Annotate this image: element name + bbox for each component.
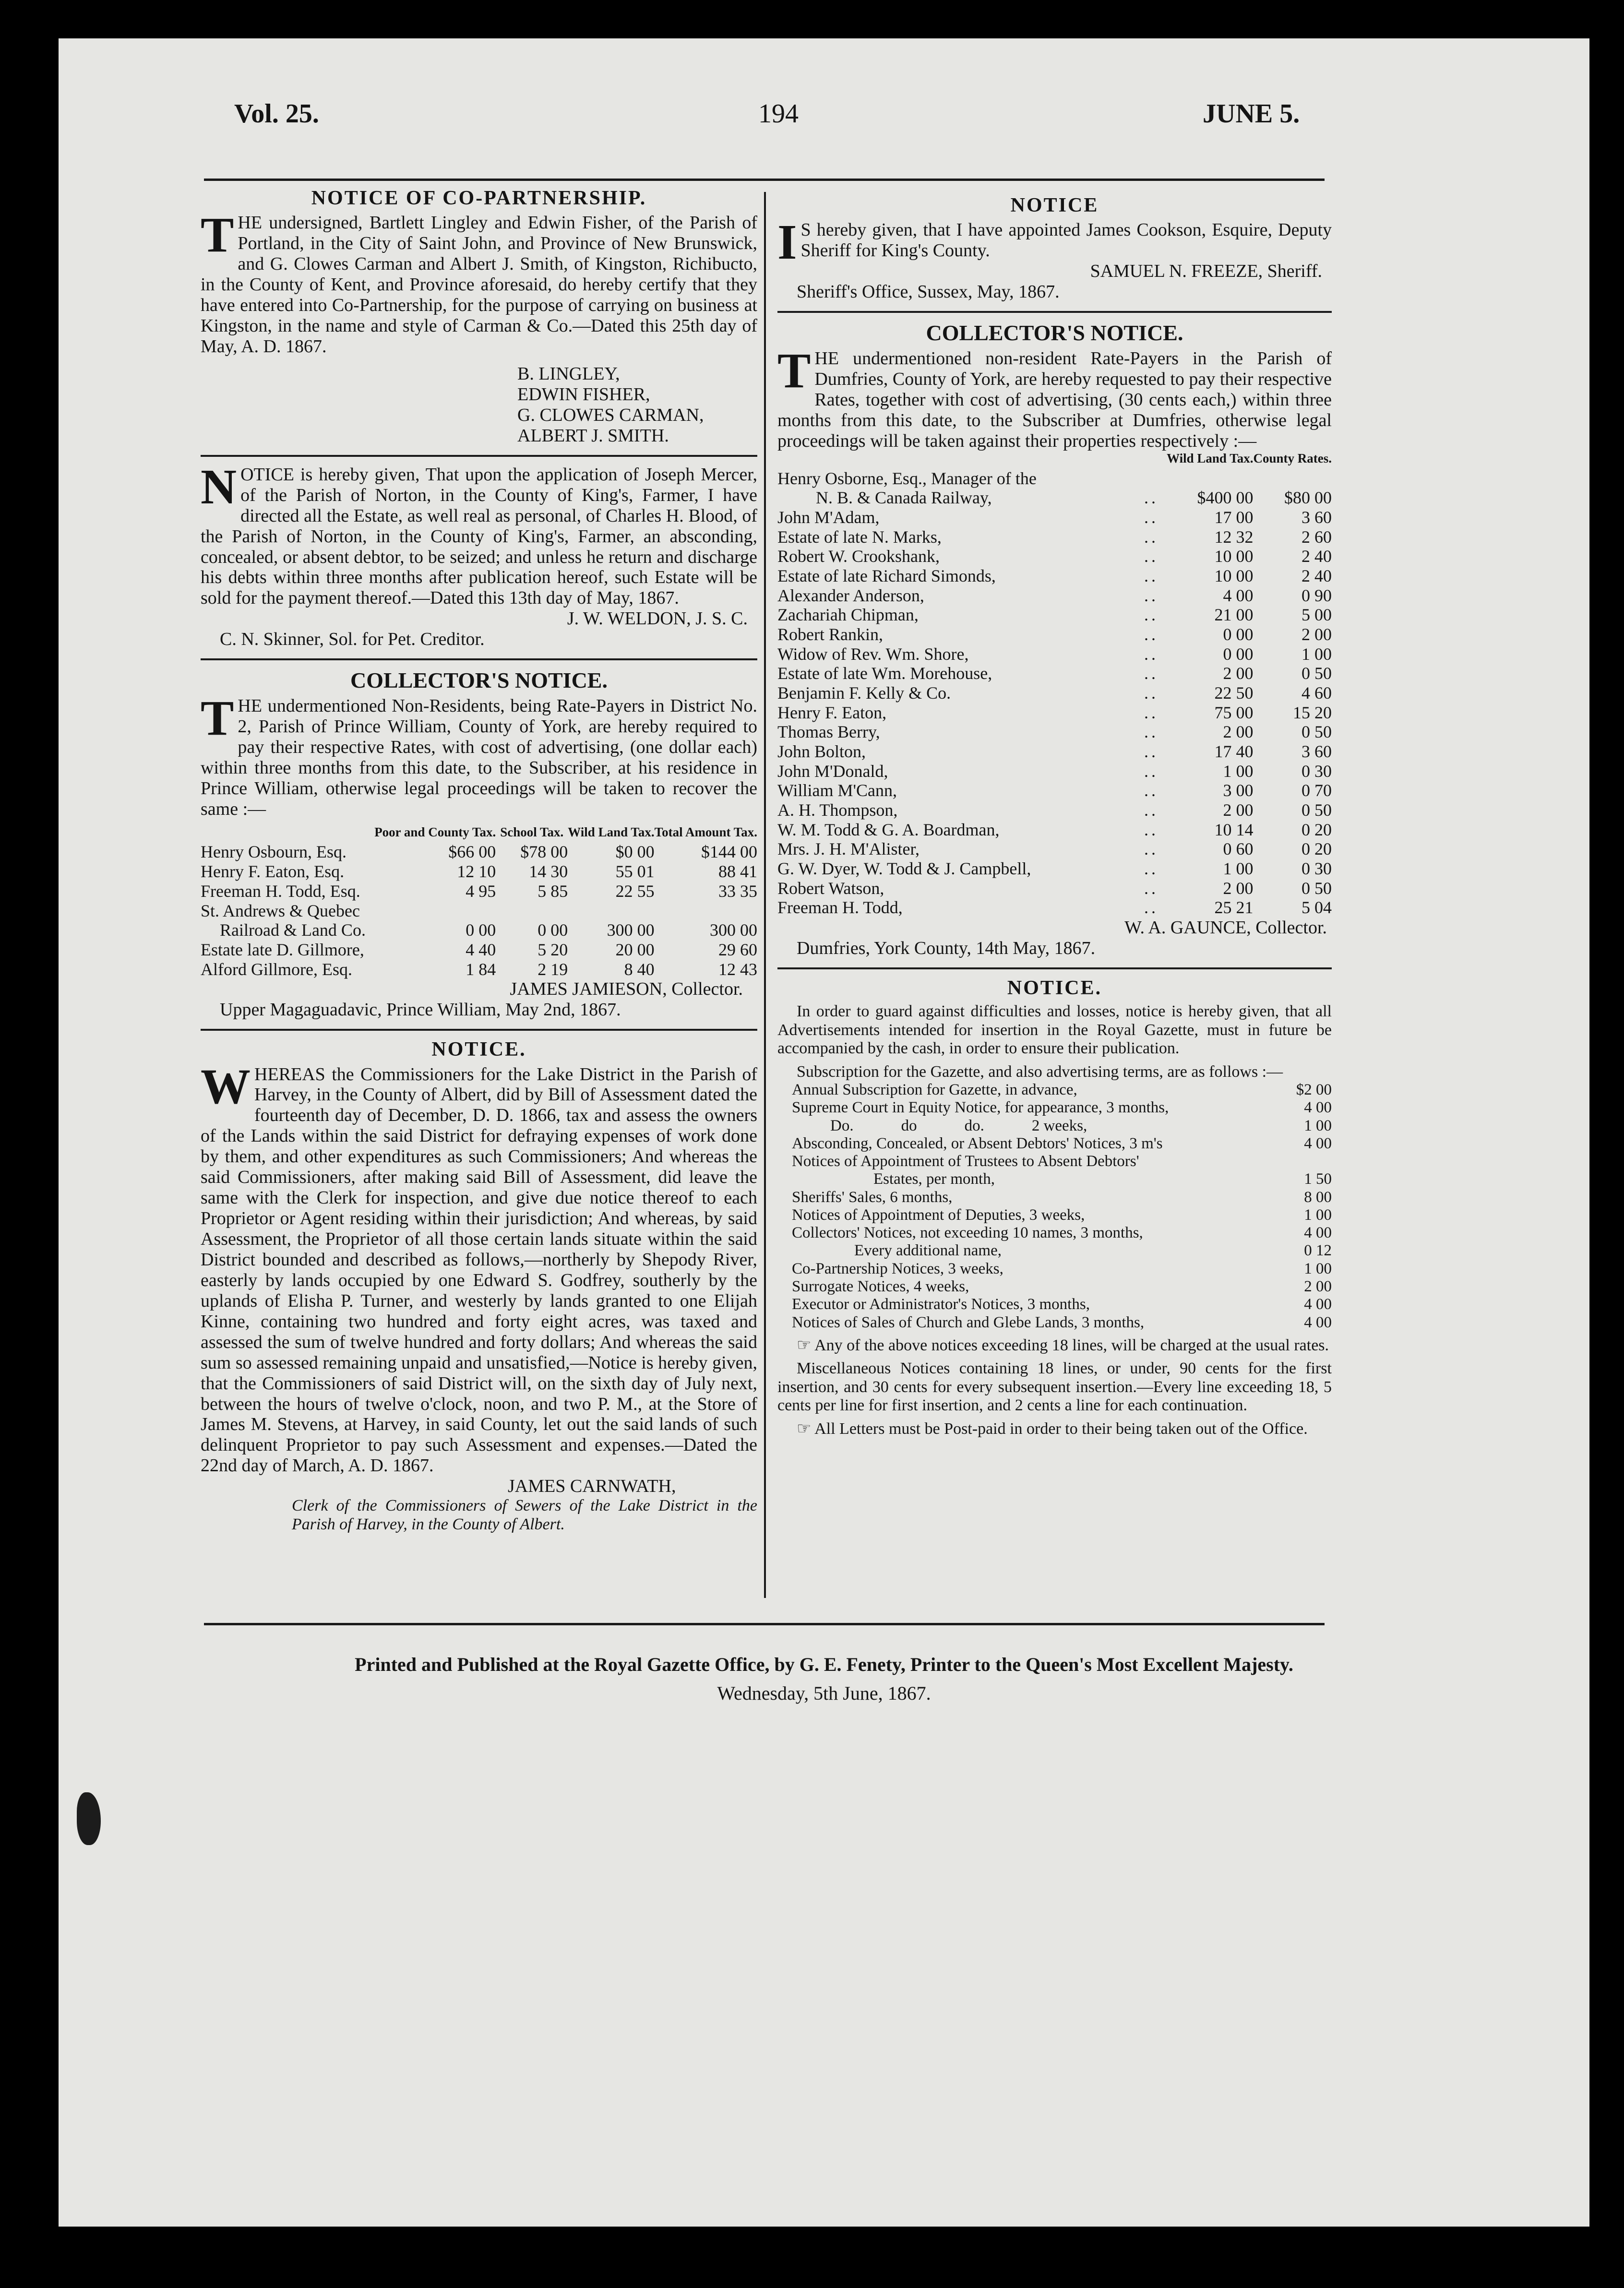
county-rates: 3 60: [1302, 741, 1332, 761]
ratepayer-name: Robert W. Crookshank,: [777, 547, 940, 566]
rates-table: [777, 452, 1332, 918]
county-rates: 2 00: [1302, 624, 1332, 644]
leader-dots: ..: [1144, 761, 1159, 781]
leader-dots: ..: [1144, 878, 1159, 898]
rate-row: [777, 1278, 1332, 1296]
table-row: [201, 901, 757, 921]
county-rates: 0 50: [1302, 664, 1332, 683]
county-rates: 0 50: [1302, 800, 1332, 820]
rate-item: Executor or Administrator's Notices, 3 months,: [792, 1296, 1090, 1313]
leader-dots: ..: [1144, 858, 1159, 878]
wild-land-tax: 10 00: [1214, 547, 1254, 566]
signer: G. CLOWES CARMAN,: [517, 405, 704, 425]
ratepayer-name: Zachariah Chipman,: [777, 605, 919, 625]
school-tax: [496, 901, 568, 921]
school-tax: 0 00: [537, 920, 568, 940]
rate-row: [777, 1242, 1332, 1260]
county-rates: $80 00: [1284, 488, 1332, 508]
ratepayer-name: Henry F. Eaton,: [777, 703, 887, 722]
ratepayer-name: Estate of late N. Marks,: [777, 527, 942, 547]
leader-dots: ..: [1144, 566, 1159, 585]
wild-land-tax: 75 00: [1214, 703, 1254, 722]
rate-item: Annual Subscription for Gazette, in advance,: [792, 1081, 1077, 1098]
wild-land-tax: 25 21: [1214, 898, 1254, 918]
table-row: [777, 762, 1332, 781]
school-tax: 5 20: [537, 940, 568, 959]
rate-row: [777, 1206, 1332, 1224]
collector-signer: W. A. GAUNCE, Collector.: [1124, 918, 1327, 938]
rate-row: [777, 1314, 1332, 1332]
rate-row: [777, 1296, 1332, 1313]
harvey-signer-title: Clerk of the Commissioners of Sewers of the Lake District in the Parish of Harvey, in the County of Albert.: [292, 1497, 757, 1533]
signer: EDWIN FISHER,: [517, 384, 650, 405]
county-rates: 5 00: [1302, 605, 1332, 625]
right-column: [777, 194, 1332, 1438]
ratepayer-name: Thomas Berry,: [777, 722, 880, 742]
school-tax: 2 19: [537, 959, 568, 979]
rate-item: Sheriffs' Sales, 6 months,: [792, 1188, 953, 1206]
rate-item: Collectors' Notices, not exceeding 10 names, 3 months,: [792, 1224, 1143, 1242]
table-row: [777, 800, 1332, 820]
page-number: 194: [758, 99, 799, 129]
ratepayer-name: Estate of late Richard Simonds,: [777, 566, 996, 585]
table-row: [201, 842, 757, 862]
leader-dots: ..: [1144, 644, 1159, 664]
table-row: [777, 820, 1332, 840]
table-row: [777, 566, 1332, 586]
ratepayer-name: Freeman H. Todd, Esq.: [201, 881, 360, 901]
table-row: [777, 781, 1332, 800]
ratepayer-name: John Bolton,: [777, 741, 866, 761]
rate-item: Do. do do. 2 weeks,: [830, 1117, 1087, 1134]
total-amount-tax: 300 00: [710, 920, 757, 940]
total-amount-tax: 88 41: [718, 862, 757, 882]
column-header: County Rates.: [1253, 451, 1332, 465]
collector-notice-dumfries: [777, 321, 1332, 959]
leader-dots: ..: [1144, 624, 1159, 644]
ratepayer-name: St. Andrews & Quebec: [201, 901, 360, 920]
footer-rule: [204, 1623, 1325, 1625]
rate-price: 4 00: [1304, 1099, 1332, 1117]
leader-dots: ..: [1144, 683, 1159, 703]
ratepayer-name: Henry F. Eaton, Esq.: [201, 862, 345, 882]
table-row: [777, 625, 1332, 644]
rate-price: 4 00: [1304, 1296, 1332, 1313]
rate-price: 1 00: [1304, 1206, 1332, 1224]
ratepayer-name: Mrs. J. H. M'Alister,: [777, 839, 920, 859]
wild-land-tax: 0 00: [1223, 624, 1254, 644]
absconding-solicitor: C. N. Skinner, Sol. for Pet. Creditor.: [220, 629, 485, 650]
wild-land-tax: 4 00: [1223, 585, 1254, 605]
advertising-rates: [777, 1081, 1332, 1332]
dropcap: T: [201, 207, 234, 263]
table-row: [201, 882, 757, 901]
table-row: [777, 664, 1332, 683]
leader-dots: ..: [1144, 527, 1159, 547]
gazette-note-postage: ☞ All Letters must be Post-paid in order to their being taken out of the Office.: [797, 1419, 1308, 1438]
school-tax: 14 30: [529, 862, 568, 882]
county-rates: 0 30: [1302, 761, 1332, 781]
county-rates: 5 04: [1302, 898, 1332, 918]
table-row: [777, 586, 1332, 606]
ratepayer-name: Freeman H. Todd,: [777, 898, 903, 918]
column-header: Wild Land Tax.: [568, 824, 655, 839]
rate-price: 8 00: [1304, 1188, 1332, 1206]
issue-date: JUNE 5.: [1203, 99, 1300, 129]
rate-row: [777, 1170, 1332, 1188]
table-row: [777, 469, 1332, 489]
total-amount-tax: 29 60: [718, 940, 757, 959]
rate-price: 1 00: [1304, 1117, 1332, 1134]
wild-land-tax: 0 60: [1223, 839, 1254, 859]
wild-land-tax: 2 00: [1223, 722, 1254, 742]
dropcap: N: [201, 459, 237, 514]
rate-price: 2 00: [1304, 1278, 1332, 1296]
harvey-signer: JAMES CARNWATH,: [508, 1476, 676, 1497]
ratepayer-name: Benjamin F. Kelly & Co.: [777, 683, 951, 703]
rate-price: 0 12: [1304, 1242, 1332, 1260]
collector-dateline: Dumfries, York County, 14th May, 1867.: [797, 938, 1096, 958]
leader-dots: ..: [1144, 839, 1159, 859]
table-row: [777, 703, 1332, 723]
leader-dots: ..: [1144, 488, 1159, 508]
rate-item: Supreme Court in Equity Notice, for appearance, 3 months,: [792, 1099, 1169, 1117]
rate-price: 1 00: [1304, 1260, 1332, 1277]
rate-price: 1 50: [1304, 1170, 1332, 1188]
rate-price: $2 00: [1296, 1081, 1332, 1098]
section-rule: [201, 455, 757, 457]
table-row: [777, 527, 1332, 547]
rate-price: [1276, 1153, 1332, 1170]
copartnership-signers: [201, 364, 757, 446]
rate-item: Surrogate Notices, 4 weeks,: [792, 1278, 969, 1296]
table-row: [777, 742, 1332, 762]
wild-land-tax: [568, 901, 654, 921]
wild-land-tax: 1 00: [1223, 761, 1254, 781]
section-rule: [777, 967, 1332, 969]
table-row: [777, 839, 1332, 859]
leader-dots: ..: [1144, 820, 1159, 839]
rate-item: Notices of Appointment of Trustees to Absent Debtors': [792, 1153, 1139, 1170]
gazette-notice: [777, 977, 1332, 1438]
ratepayer-name: Estate of late Wm. Morehouse,: [777, 664, 992, 683]
total-amount-tax: $144 00: [701, 842, 757, 862]
wild-land-tax: 20 00: [615, 940, 655, 959]
ratepayer-name: N. B. & Canada Railway,: [816, 488, 992, 508]
absconding-signer: J. W. WELDON, J. S. C.: [567, 608, 748, 629]
ratepayer-name: Railroad & Land Co.: [220, 920, 366, 940]
rate-row: [777, 1117, 1332, 1135]
wild-land-tax: 2 00: [1223, 800, 1254, 820]
ratepayer-name: Widow of Rev. Wm. Shore,: [777, 644, 969, 664]
column-header: School Tax.: [500, 824, 564, 839]
poor-county-tax: 0 00: [466, 920, 496, 940]
section-rule: [201, 658, 757, 660]
table-row: [201, 862, 757, 882]
rate-item: Co-Partnership Notices, 3 weeks,: [792, 1260, 1003, 1277]
signer: B. LINGLEY,: [517, 364, 620, 384]
gazette-note-lines: ☞ Any of the above notices exceeding 18 lines, will be charged at the usual rates.: [797, 1336, 1329, 1354]
county-rates: 2 60: [1302, 527, 1332, 547]
poor-county-tax: $66 00: [448, 842, 496, 862]
volume-label: Vol. 25.: [234, 99, 319, 129]
county-rates: 0 20: [1302, 820, 1332, 839]
county-rates: 3 60: [1302, 507, 1332, 527]
gazette-misc: Miscellaneous Notices containing 18 lines, or under, 90 cents for the first insertion, and 30 cents for every subsequent insertion.—Every line exceeding 18, 5 cents per line for first insertion, and 2 cents a line for each continuation.: [777, 1359, 1332, 1415]
gazette-title: NOTICE.: [1007, 977, 1102, 999]
header-rule: [204, 179, 1325, 181]
county-rates: 0 50: [1302, 722, 1332, 742]
column-header: Poor and County Tax.: [374, 824, 496, 839]
rate-row: [777, 1099, 1332, 1117]
wild-land-tax: 300 00: [607, 920, 655, 940]
table-row: [777, 722, 1332, 742]
total-amount-tax: [655, 901, 757, 921]
county-rates: 2 40: [1302, 547, 1332, 566]
harvey-notice: [201, 1038, 757, 1534]
county-rates: 0 50: [1302, 878, 1332, 898]
absconding-body: OTICE is hereby given, That upon the application of Joseph Mercer, of the Parish of Norton, in the County of King's, Farmer, I have directed all the Estate, as well real as personal, of Charles H. Blood, of the Parish of Norton, in the County of King's, Farmer, an absconding, concealed, or absent debtor, to be seized; and unless he return and discharge his debts within three months after publication hereof, such Estate will be sold for the payment thereof.—Dated this 13th day of May, 1867.: [201, 464, 757, 608]
wild-land-tax: 8 40: [624, 959, 655, 979]
wild-land-tax: 2 00: [1223, 878, 1254, 898]
county-rates: 0 30: [1302, 858, 1332, 878]
leader-dots: ..: [1144, 898, 1159, 918]
left-column: [201, 187, 757, 1534]
table-row: [777, 898, 1332, 918]
wild-land-tax: 21 00: [1214, 605, 1254, 625]
poor-county-tax: 4 40: [466, 940, 496, 959]
wild-land-tax: 12 32: [1214, 527, 1254, 547]
deputy-body: S hereby given, that I have appointed James Cookson, Esquire, Deputy Sheriff for King's County.: [800, 220, 1332, 261]
ratepayer-name: Robert Watson,: [777, 878, 884, 898]
dropcap: T: [201, 691, 234, 746]
column-divider: [764, 192, 766, 1598]
ratepayer-name: John M'Adam,: [777, 507, 880, 527]
ratepayer-name: G. W. Dyer, W. Todd & J. Campbell,: [777, 858, 1031, 878]
copartnership-notice: [201, 187, 757, 446]
school-tax: 5 85: [537, 881, 568, 901]
rate-row: [777, 1081, 1332, 1099]
school-tax: $78 00: [520, 842, 568, 862]
total-amount-tax: 33 35: [718, 881, 757, 901]
leader-dots: ..: [1144, 664, 1159, 683]
wild-land-tax: 10 00: [1214, 566, 1254, 585]
deputy-title: NOTICE: [1010, 194, 1099, 216]
wild-land-tax: 22 55: [615, 881, 655, 901]
rate-item: Every additional name,: [854, 1242, 1002, 1260]
table-row: [777, 605, 1332, 625]
ratepayer-name: Estate late D. Gillmore,: [201, 940, 364, 959]
deputy-signer: SAMUEL N. FREEZE, Sheriff.: [1090, 261, 1322, 282]
rate-item: Notices of Sales of Church and Glebe Lands, 3 months,: [792, 1313, 1145, 1331]
wild-land-tax: 1 00: [1223, 858, 1254, 878]
section-rule: [201, 1029, 757, 1031]
table-row: [777, 508, 1332, 527]
leader-dots: ..: [1144, 585, 1159, 605]
county-rates: 1 00: [1302, 644, 1332, 664]
county-rates: 4 60: [1302, 683, 1332, 703]
dropcap: W: [201, 1059, 251, 1114]
printer-imprint: Printed and Published at the Royal Gazette Office, by G. E. Fenety, Printer to the Queen's Most Excellent Majesty.: [355, 1654, 1293, 1675]
leader-dots: ..: [1144, 507, 1159, 527]
absconding-notice: [201, 459, 757, 650]
rate-item: Estates, per month,: [873, 1170, 995, 1188]
section-rule: [777, 311, 1332, 313]
collector-body: HE undermentioned non-resident Rate-Payers in the Parish of Dumfries, County of York, are hereby requested to pay their respective Rates, together with cost of advertising, (30 cents each,) within three months from this date, to the Subscriber at Dumfries, otherwise legal proceedings will be taken against their properties respectively :—: [777, 348, 1332, 451]
column-header: Total Amount Tax.: [654, 824, 757, 839]
wild-land-tax: 0 00: [1223, 644, 1254, 664]
table-row: [777, 683, 1332, 703]
leader-dots: ..: [1144, 781, 1159, 800]
rate-price: 4 00: [1304, 1134, 1332, 1152]
collector-signer: JAMES JAMIESON, Collector.: [510, 979, 743, 1000]
leader-dots: ..: [1144, 741, 1159, 761]
poor-county-tax: 4 95: [466, 881, 496, 901]
wild-land-tax: 22 50: [1214, 683, 1254, 703]
leader-dots: ..: [1144, 703, 1159, 722]
wild-land-tax: 10 14: [1214, 820, 1254, 839]
table-row: [777, 879, 1332, 898]
rate-row: [777, 1153, 1332, 1170]
leader-dots: ..: [1144, 547, 1159, 566]
dropcap: I: [777, 214, 797, 270]
table-row: [777, 488, 1332, 508]
poor-county-tax: 12 10: [457, 862, 496, 882]
poor-county-tax: [374, 901, 496, 921]
table-row: [201, 940, 757, 960]
ratepayer-name: W. M. Todd & G. A. Boardman,: [777, 820, 1000, 839]
leader-dots: ..: [1144, 722, 1159, 742]
wild-land-tax: 17 00: [1214, 507, 1254, 527]
rate-row: [777, 1224, 1332, 1242]
collector-title: COLLECTOR'S NOTICE.: [350, 668, 608, 693]
wild-land-tax: 55 01: [615, 862, 655, 882]
county-rates: 0 90: [1302, 585, 1332, 605]
harvey-title: NOTICE.: [431, 1038, 526, 1061]
ratepayer-name: John M'Donald,: [777, 761, 888, 781]
rate-item: Notices of Appointment of Deputies, 3 weeks,: [792, 1206, 1085, 1224]
table-row: [777, 644, 1332, 664]
deputy-notice: [777, 194, 1332, 302]
table-row: [777, 859, 1332, 879]
collector-dateline: Upper Magaguadavic, Prince William, May 2nd, 1867.: [220, 1000, 621, 1020]
gazette-intro: In order to guard against difficulties and losses, notice is hereby given, that all Advertisements intended for insertion in the Royal Gazette, must in future be accompanied by the cash, in order to ensure their publication.: [777, 1002, 1332, 1058]
rate-row: [777, 1260, 1332, 1278]
county-rates: 15 20: [1293, 703, 1332, 722]
signer: ALBERT J. SMITH.: [517, 425, 669, 446]
rate-price: 4 00: [1304, 1224, 1332, 1242]
ratepayer-name: Robert Rankin,: [777, 624, 883, 644]
table-row: [201, 960, 757, 979]
pointing-hand-icon: ☞: [797, 1419, 815, 1438]
ratepayer-name: Henry Osborne, Esq., Manager of the: [777, 468, 1037, 488]
publication-date: Wednesday, 5th June, 1867.: [717, 1682, 931, 1704]
copartnership-body: HE undersigned, Bartlett Lingley and Edwin Fisher, of the Parish of Portland, in the City of Saint John, and Province of New Brunswick, and G. Clowes Carman and Albert J. Smith, of Kingston, Richibucto, in the County of Kent, and Province aforesaid, do hereby certify that they have entered into Co-Partnership, for the purpose of carrying on business at Kingston, in the name and style of Carman & Co.—Dated this 25th day of May, A. D. 1867.: [201, 213, 757, 357]
county-rates: 0 70: [1302, 781, 1332, 800]
deputy-office: Sheriff's Office, Sussex, May, 1867.: [797, 282, 1060, 302]
rates-table: [201, 825, 757, 979]
leader-dots: ..: [1144, 605, 1159, 625]
wild-land-tax: 2 00: [1223, 664, 1254, 683]
leader-dots: ..: [1144, 800, 1159, 820]
pointing-hand-icon: ☞: [797, 1336, 815, 1354]
ratepayer-name: Alford Gillmore, Esq.: [201, 959, 352, 979]
county-rates: 0 20: [1302, 839, 1332, 859]
dropcap: T: [777, 343, 811, 399]
table-row: [201, 920, 757, 940]
column-header: Wild Land Tax.: [1167, 451, 1254, 465]
ratepayer-name: William M'Cann,: [777, 781, 897, 800]
collector-notice-prince-william: [201, 668, 757, 1020]
total-amount-tax: 12 43: [718, 959, 757, 979]
wild-land-tax: $0 00: [615, 842, 655, 862]
gazette-subscription: Subscription for the Gazette, and also advertising terms, are as follows :—: [797, 1062, 1283, 1081]
ratepayer-name: Alexander Anderson,: [777, 585, 924, 605]
county-rates: 2 40: [1302, 566, 1332, 585]
wild-land-tax: 17 40: [1214, 741, 1254, 761]
harvey-body: HEREAS the Commissioners for the Lake District in the Parish of Harvey, in the County of Albert, did by Bill of Assessment dated the fourteenth day of December, D. D. 1866, tax and assess the owners of the Lands within the said District for defraying expenses of work done by them, and other expenditures as such Commissioners; And whereas the said Commissioners, after making said Bill of Assessment, did leave the same with the Clerk for inspection, and give due notice thereof to each Proprietor or Agent residing within their jurisdiction; And whereas, by said Assessment, the Proprietor of all those certain lands situate within the said District bounded and described as follows,—northerly by Shepody River, easterly by lands occupied by one Edward S. Godfrey, southerly by the uplands of Elisha P. Turner, and westerly by lands granted to one Elijah Kinne, containing two hundred and forty eight acres, was taxed and assessed the sum of twelve hundred and forty dollars; And whereas the said sum so assessed remaining unpaid and unsatisfied,—Notice is hereby given, that the Commissioners of said District will, on the sixth day of July next, between the hours of twelve o'clock, noon, and two P. M., at the Store of James M. Stevens, at Harvey, in said County, let out the said lands of such delinquent Proprietor to pay such Assessment and expenses.—Dated the 22nd day of March, A. D. 1867.: [201, 1064, 757, 1476]
wild-land-tax: $400 00: [1197, 488, 1254, 508]
wild-land-tax: 3 00: [1223, 781, 1254, 800]
rate-row: [777, 1189, 1332, 1206]
rate-item: Absconding, Concealed, or Absent Debtors' Notices, 3 m's: [792, 1134, 1163, 1152]
collector-title: COLLECTOR'S NOTICE.: [926, 321, 1183, 346]
ratepayer-name: Henry Osbourn, Esq.: [201, 842, 346, 862]
poor-county-tax: 1 84: [466, 959, 496, 979]
rate-price: 4 00: [1304, 1313, 1332, 1331]
rate-row: [777, 1135, 1332, 1153]
table-row: [777, 547, 1332, 566]
collector-body: HE undermentioned Non-Residents, being Rate-Payers in District No. 2, Parish of Prince William, County of York, are hereby required to pay their respective Rates, with cost of advertising, (one dollar each) within three months from this date, to the Subscriber, at his residence in Prince William, otherwise legal proceedings will be taken to recover the same :—: [201, 696, 757, 819]
ratepayer-name: A. H. Thompson,: [777, 800, 898, 820]
copartnership-title: NOTICE OF CO-PARTNERSHIP.: [311, 187, 647, 209]
